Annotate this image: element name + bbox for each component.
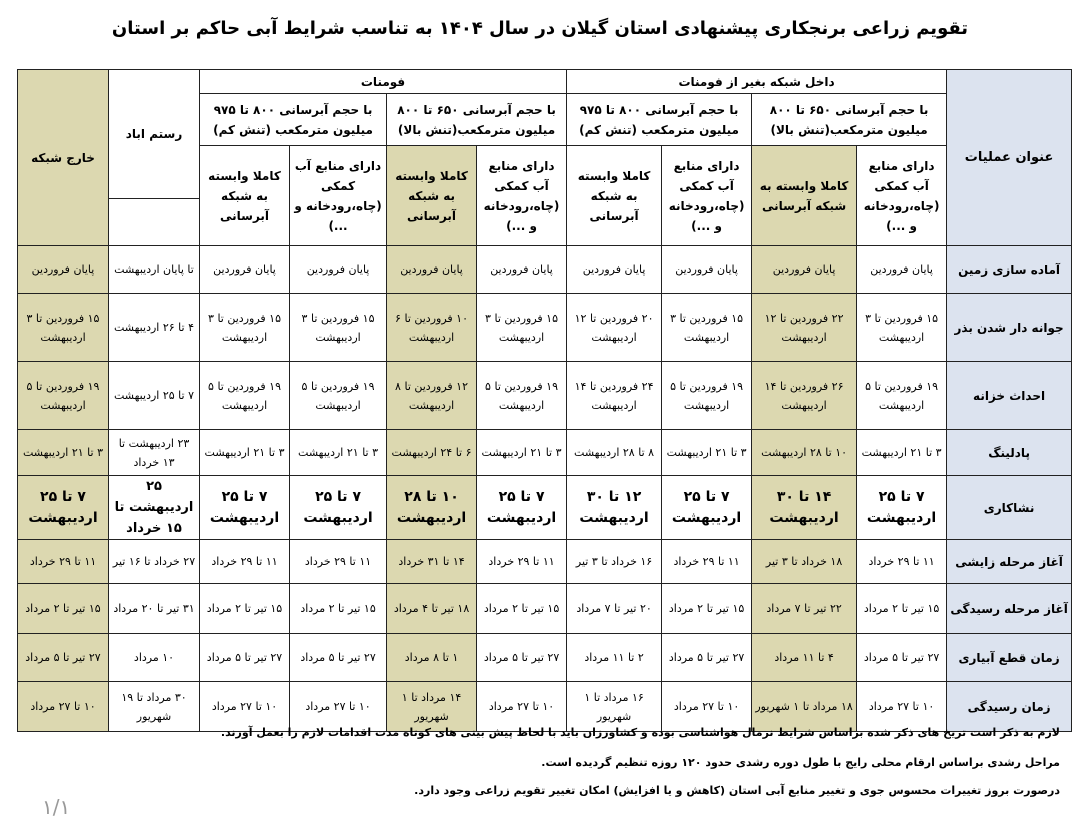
date-cell: ۱۲ تا ۳۰ اردیبهشت [567,476,662,540]
date-cell: پایان فروردین [857,246,947,294]
date-cell: ۱۱ تا ۲۹ خرداد [662,540,752,584]
date-cell: ۱۶ خرداد تا ۳ تیر [567,540,662,584]
date-cell: پایان فروردین [18,246,109,294]
page-title: تقویم زراعی برنجکاری پیشنهادی استان گیلان در سال ۱۴۰۴ به تناسب شرایط آبی حاکم بر استان [111,18,969,39]
date-cell: ۲۵ اردیبهشت تا ۱۵ خرداد [109,476,200,540]
date-cell: ۱۴ مرداد تا ۱ شهریور [387,682,477,732]
date-cell: ۲۴ فروردین تا ۱۴ اردیبهشت [567,362,662,430]
date-cell: پایان فروردین [387,246,477,294]
date-cell: ۱۵ تیر تا ۲ مرداد [857,584,947,634]
date-cell: ۱۰ مرداد [109,634,200,682]
date-cell: ۱۶ مرداد تا ۱ شهریور [567,682,662,732]
table-row [18,246,1072,294]
date-cell: ۴ تا ۲۶ اردیبهشت [109,294,200,362]
date-cell: ۱۵ فروردین تا ۳ اردیبهشت [477,294,567,362]
date-cell: ۱۰ تا ۲۷ مرداد [477,682,567,732]
date-cell: پایان فروردین [477,246,567,294]
date-cell: ۱۸ تیر تا ۴ مرداد [387,584,477,634]
date-cell: ۱۹ فروردین تا ۵ اردیبهشت [477,362,567,430]
date-cell: ۱۰ تا ۲۷ مرداد [857,682,947,732]
date-cell: ۱۵ فروردین تا ۳ اردیبهشت [200,294,290,362]
date-cell: ۷ تا ۲۵ اردیبهشت [109,362,200,430]
date-cell: ۳ تا ۲۱ اردیبهشت [200,430,290,476]
operation-label: نشاکاری [947,476,1072,540]
rostamabad-header: رستم اباد [109,70,200,199]
fumanat-high-stress-header: با حجم آبرسانی ۶۵۰ تا ۸۰۰ میلیون مترمکعب(تنش بالا) [387,94,567,146]
table-row [18,540,1072,584]
date-cell: ۲۷ تیر تا ۵ مرداد [477,634,567,682]
date-cell: ۱۰ تا ۲۸ اردیبهشت [752,430,857,476]
date-cell: ۲۷ تیر تا ۵ مرداد [662,634,752,682]
date-cell: ۱۵ تیر تا ۲ مرداد [662,584,752,634]
date-cell: ۱۸ خرداد تا ۳ تیر [752,540,857,584]
operation-label: جوانه دار شدن بذر [947,294,1072,362]
date-cell: ۱۵ تیر تا ۲ مرداد [477,584,567,634]
date-cell: پایان فروردین [567,246,662,294]
date-cell: ۱۱ تا ۲۹ خرداد [477,540,567,584]
date-cell: ۱۵ فروردین تا ۳ اردیبهشت [857,294,947,362]
date-cell: تا پایان اردیبهشت [109,246,200,294]
fully-dependent-header: کاملا وابسته به شبکه آبرسانی [752,146,857,246]
date-cell: ۲۷ تیر تا ۵ مرداد [857,634,947,682]
date-cell: ۱۵ تیر تا ۲ مرداد [200,584,290,634]
date-cell: ۱۲ فروردین تا ۸ اردیبهشت [387,362,477,430]
operation-label: آغاز مرحله رسیدگی [947,584,1072,634]
date-cell: ۱۹ فروردین تا ۵ اردیبهشت [290,362,387,430]
date-cell: ۱۰ تا ۲۸ اردیبهشت [387,476,477,540]
table-row [18,430,1072,476]
date-cell: ۲۷ تیر تا ۵ مرداد [200,634,290,682]
operation-label: آغاز مرحله زایشی [947,540,1072,584]
fully-dependent-header: کاملا وابسته به شبکه آبرسانی [387,146,477,246]
date-cell: ۱۵ فروردین تا ۳ اردیبهشت [18,294,109,362]
date-cell: ۳ تا ۲۱ اردیبهشت [857,430,947,476]
date-cell: ۱۹ فروردین تا ۵ اردیبهشت [200,362,290,430]
outside-network-header: خارج شبکه [18,70,109,246]
operation-label: احداث خزانه [947,362,1072,430]
table-row [18,294,1072,362]
date-cell: ۱۰ تا ۲۷ مرداد [662,682,752,732]
aux-sources-header: دارای منابع آب کمکی (چاه،رودخانه و ...) [290,146,387,246]
date-cell: ۷ تا ۲۵ اردیبهشت [477,476,567,540]
date-cell: ۱۱ تا ۲۹ خرداد [290,540,387,584]
fully-dependent-header: کاملا وابسته به شبکه آبرسانی [567,146,662,246]
operation-label: زمان رسیدگی [947,682,1072,732]
date-cell: ۱۵ تیر تا ۲ مرداد [290,584,387,634]
date-cell: ۱۱ تا ۲۹ خرداد [18,540,109,584]
date-cell: ۱۸ مرداد تا ۱ شهریور [752,682,857,732]
table-row [18,682,1072,732]
date-cell: ۱۹ فروردین تا ۵ اردیبهشت [662,362,752,430]
note-2: مراحل رشدی براساس ارقام محلی رایج با طول دوره رشدی حدود ۱۲۰ روزه تنظیم گردیده است. [541,756,1060,769]
date-cell: ۲۶ فروردین تا ۱۴ اردیبهشت [752,362,857,430]
date-cell: ۱ تا ۸ مرداد [387,634,477,682]
date-cell: ۳ تا ۲۱ اردیبهشت [477,430,567,476]
date-cell: پایان فروردین [200,246,290,294]
operation-label: زمان قطع آبیاری [947,634,1072,682]
date-cell: ۷ تا ۲۵ اردیبهشت [662,476,752,540]
date-cell: پایان فروردین [752,246,857,294]
date-cell: ۲۳ اردیبهشت تا ۱۳ خرداد [109,430,200,476]
table-row [18,584,1072,634]
date-cell: ۲ تا ۱۱ مرداد [567,634,662,682]
date-cell: ۱۰ فروردین تا ۶ اردیبهشت [387,294,477,362]
date-cell: ۷ تا ۲۵ اردیبهشت [290,476,387,540]
operation-label: پادلینگ [947,430,1072,476]
date-cell: ۱۵ فروردین تا ۳ اردیبهشت [290,294,387,362]
aux-sources-header: دارای منابع آب کمکی (چاه،رودخانه و ...) [857,146,947,246]
table-row [18,362,1072,430]
inside-high-stress-header: با حجم آبرسانی ۶۵۰ تا ۸۰۰ میلیون مترمکعب(تنش بالا) [752,94,947,146]
date-cell: ۲۷ خرداد تا ۱۶ تیر [109,540,200,584]
rostamabad-spacer [109,199,200,246]
inside-network-header: داخل شبکه بغیر از فومنات [567,70,947,94]
date-cell: ۳۰ مرداد تا ۱۹ شهریور [109,682,200,732]
date-cell: ۷ تا ۲۵ اردیبهشت [200,476,290,540]
date-cell: پایان فروردین [290,246,387,294]
fully-dependent-header: کاملا وابسته به شبکه آبرسانی [200,146,290,246]
date-cell: ۱۴ تا ۳۱ خرداد [387,540,477,584]
date-cell: ۳ تا ۲۱ اردیبهشت [18,430,109,476]
date-cell: ۲۷ تیر تا ۵ مرداد [290,634,387,682]
date-cell: ۱۹ فروردین تا ۵ اردیبهشت [857,362,947,430]
fumanat-header: فومنات [200,70,567,94]
date-cell: ۳ تا ۲۱ اردیبهشت [662,430,752,476]
date-cell: ۱۹ فروردین تا ۵ اردیبهشت [18,362,109,430]
date-cell: ۳ تا ۲۱ اردیبهشت [290,430,387,476]
date-cell: ۶ تا ۲۴ اردیبهشت [387,430,477,476]
date-cell: ۷ تا ۲۵ اردیبهشت [18,476,109,540]
date-cell: ۱۰ تا ۲۷ مرداد [18,682,109,732]
aux-sources-header: دارای منابع آب کمکی (چاه،رودخانه و ...) [662,146,752,246]
date-cell: ۱۰ تا ۲۷ مرداد [290,682,387,732]
page-number: ۱/۱ [42,795,71,819]
table-row [18,476,1072,540]
date-cell: ۷ تا ۲۵ اردیبهشت [857,476,947,540]
date-cell: ۱۱ تا ۲۹ خرداد [200,540,290,584]
date-cell: ۱۱ تا ۲۹ خرداد [857,540,947,584]
date-cell: ۲۷ تیر تا ۵ مرداد [18,634,109,682]
operations-header: عنوان عملیات [947,70,1072,246]
date-cell: ۱۵ فروردین تا ۳ اردیبهشت [662,294,752,362]
date-cell: ۱۵ تیر تا ۲ مرداد [18,584,109,634]
crop-calendar-table [17,69,1072,732]
note-3: درصورت بروز تغییرات محسوس جوی و تغییر منابع آبی استان (کاهش و یا افزایش) امکان تغییر تقویم زراعی وجود دارد. [414,784,1060,797]
date-cell: ۴ تا ۱۱ مرداد [752,634,857,682]
date-cell: ۱۰ تا ۲۷ مرداد [200,682,290,732]
aux-sources-header: دارای منابع آب کمکی (چاه،رودخانه و ...) [477,146,567,246]
date-cell: ۸ تا ۲۸ اردیبهشت [567,430,662,476]
table-row [18,634,1072,682]
inside-low-stress-header: با حجم آبرسانی ۸۰۰ تا ۹۷۵ میلیون مترمکعب (تنش کم) [567,94,752,146]
note-1: لازم به ذکر است تریخ های ذکر شده براساس شرایط نرمال هواشناسی بوده و کشاورزان باید با لحاظ پیش بینی های کوتاه مدت اقدامات لازم را بعمل آورند. [220,726,1060,739]
operation-label: آماده سازی زمین [947,246,1072,294]
date-cell: ۳۱ تیر تا ۲۰ مرداد [109,584,200,634]
date-cell: ۲۰ تیر تا ۷ مرداد [567,584,662,634]
date-cell: ۲۰ فروردین تا ۱۲ اردیبهشت [567,294,662,362]
fumanat-low-stress-header: با حجم آبرسانی ۸۰۰ تا ۹۷۵ میلیون مترمکعب (تنش کم) [200,94,387,146]
date-cell: ۱۴ تا ۳۰ اردیبهشت [752,476,857,540]
date-cell: ۲۲ فروردین تا ۱۲ اردیبهشت [752,294,857,362]
date-cell: ۲۲ تیر تا ۷ مرداد [752,584,857,634]
date-cell: پایان فروردین [662,246,752,294]
